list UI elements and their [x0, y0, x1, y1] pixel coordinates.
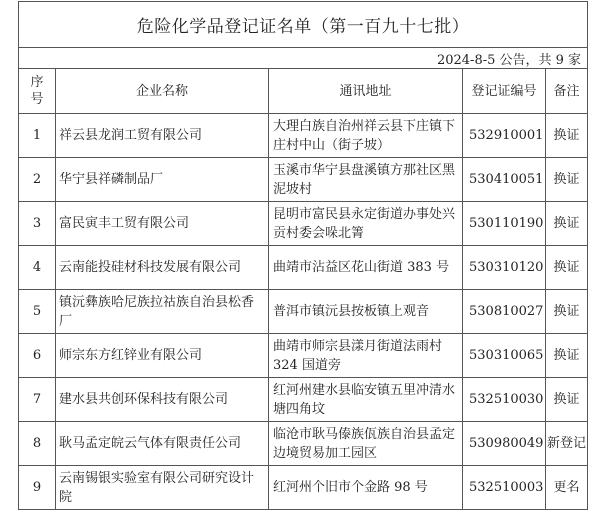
row-cert-no: 532510003 [463, 466, 546, 510]
row-no: 1 [19, 114, 56, 158]
row-address: 大理白族自治州祥云县下庄镇下庄村中山（街子坡） [269, 114, 463, 158]
row-note: 换证 [546, 158, 588, 202]
row-note: 换证 [546, 378, 588, 422]
table-row [19, 422, 588, 466]
row-cert-no: 532910001 [463, 114, 546, 158]
table-row [19, 114, 588, 158]
page-title: 危险化学品登记证名单（第一百九十七批） [19, 2, 588, 48]
header-no: 序号 [19, 69, 56, 114]
table-row [19, 290, 588, 334]
row-company: 耿马孟定皖云气体有限责任公司 [56, 422, 269, 466]
row-cert-no: 530410051 [463, 158, 546, 202]
row-cert-no: 530310065 [463, 334, 546, 378]
table-row [19, 378, 588, 422]
row-company: 祥云县龙润工贸有限公司 [56, 114, 269, 158]
row-company: 云南能投硅材科技发展有限公司 [56, 246, 269, 290]
row-company: 师宗东方红锌业有限公司 [56, 334, 269, 378]
row-note: 换证 [546, 290, 588, 334]
row-no: 9 [19, 466, 56, 510]
row-company: 镇沅彝族哈尼族拉祜族自治县松香厂 [56, 290, 269, 334]
row-no: 8 [19, 422, 56, 466]
row-note: 新登记 [546, 422, 588, 466]
table-row [19, 246, 588, 290]
row-company: 华宁县祥磷制品厂 [56, 158, 269, 202]
announcement-date: 2024-8-5 公告，共 9 家 [19, 48, 588, 69]
row-cert-no: 532510030 [463, 378, 546, 422]
row-note: 换证 [546, 246, 588, 290]
table-row [19, 466, 588, 510]
row-address: 曲靖市沾益区花山街道 383 号 [269, 246, 463, 290]
row-no: 7 [19, 378, 56, 422]
header-cert-no: 登记证编号 [463, 69, 546, 114]
table-row [19, 334, 588, 378]
row-cert-no: 530810027 [463, 290, 546, 334]
row-address: 普洱市镇沅县按板镇上观音 [269, 290, 463, 334]
row-address: 玉溪市华宁县盘溪镇方那社区黑泥坡村 [269, 158, 463, 202]
row-address: 红河州个旧市个金路 98 号 [269, 466, 463, 510]
table-row [19, 158, 588, 202]
row-address: 红河州建水县临安镇五里冲清水塘四角坟 [269, 378, 463, 422]
table-row [19, 202, 588, 246]
row-note: 换证 [546, 114, 588, 158]
row-note: 换证 [546, 334, 588, 378]
registration-table [18, 1, 588, 510]
row-no: 3 [19, 202, 56, 246]
row-company: 富民寅丰工贸有限公司 [56, 202, 269, 246]
header-company: 企业名称 [56, 69, 269, 114]
row-cert-no: 530110190 [463, 202, 546, 246]
table-header-row [19, 69, 588, 114]
row-note: 换证 [546, 202, 588, 246]
row-no: 2 [19, 158, 56, 202]
row-company: 云南锡银实验室有限公司研究设计院 [56, 466, 269, 510]
row-address: 临沧市耿马傣族佤族自治县孟定边境贸易加工园区 [269, 422, 463, 466]
row-note: 更名 [546, 466, 588, 510]
row-address: 昆明市富民县永定街道办事处兴贡村委会哚北箐 [269, 202, 463, 246]
row-no: 5 [19, 290, 56, 334]
row-cert-no: 530980049 [463, 422, 546, 466]
row-company: 建水县共创环保科技有限公司 [56, 378, 269, 422]
header-address: 通讯地址 [269, 69, 463, 114]
row-address: 曲靖市师宗县漾月街道法雨村 324 国道旁 [269, 334, 463, 378]
header-note: 备注 [546, 69, 588, 114]
row-cert-no: 530310120 [463, 246, 546, 290]
row-no: 6 [19, 334, 56, 378]
row-no: 4 [19, 246, 56, 290]
